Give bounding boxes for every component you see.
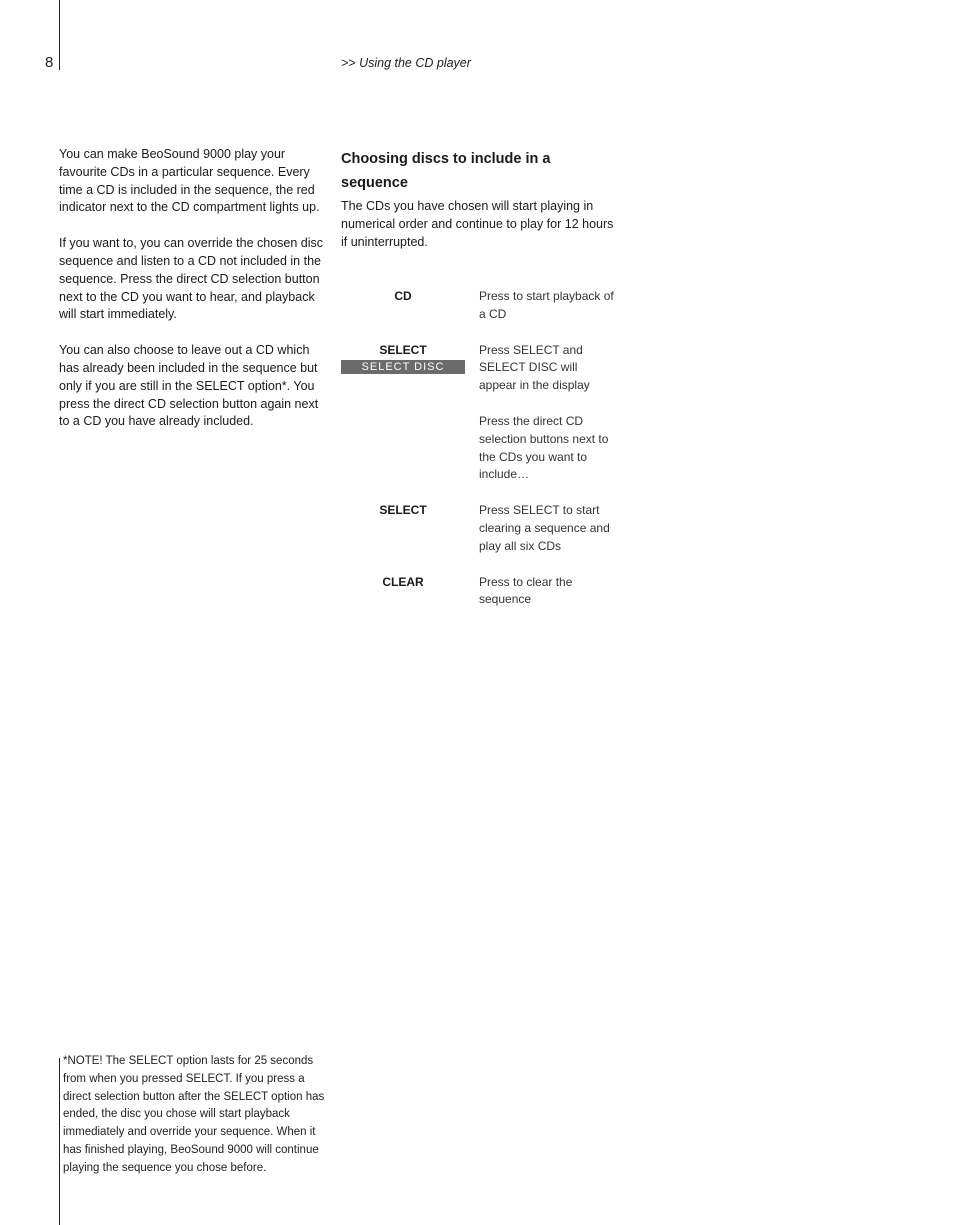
- step-description: Press to clear the sequence: [479, 574, 573, 607]
- step-row: [341, 502, 621, 555]
- section-heading: Choosing discs to include in a sequence: [341, 151, 551, 191]
- instruction-steps: [341, 288, 621, 627]
- step-row: [341, 342, 621, 395]
- display-readout: SELECT DISC: [341, 360, 465, 374]
- key-label: SELECT: [379, 342, 427, 357]
- key-label: CLEAR: [382, 574, 424, 589]
- step-description: Press SELECT and SELECT DISC will appear in the display: [479, 342, 590, 393]
- body-paragraph: You can also choose to leave out a CD which has already been included in the sequence but only if you are still in the SELECT option*. You press the direct CD selection button again next to a CD you have already included.: [59, 343, 319, 429]
- step-key: [341, 288, 465, 306]
- step-key: [341, 502, 465, 520]
- right-column: [341, 148, 616, 251]
- key-label: SELECT: [379, 503, 427, 518]
- left-column: [59, 146, 329, 449]
- note-margin-rule: [59, 1058, 60, 1225]
- step-row: [341, 413, 621, 484]
- top-margin-rule: [59, 0, 60, 70]
- section-intro: The CDs you have chosen will start playing in numerical order and continue to play for 12 hours if uninterrupted.: [341, 199, 614, 249]
- body-paragraph: If you want to, you can override the chosen disc sequence and listen to a CD not included in the sequence. Press the direct CD selection button next to the CD you want to hear, and playback will start immediately.: [59, 236, 324, 322]
- key-label: CD: [394, 289, 412, 303]
- step-key: [341, 342, 465, 375]
- footnote: *NOTE! The SELECT option lasts for 25 seconds from when you pressed SELECT. If you press a direct selection button after the SELECT option has ended, the disc you chose will start playback immediately and override your sequence. When it has finished playing, BeoSound 9000 will continue playing the sequence you chose before.: [63, 1055, 325, 1174]
- step-description: Press to start playback of a CD: [479, 289, 614, 321]
- step-description: Press the direct CD selection buttons next to the CDs you want to include…: [479, 413, 609, 482]
- step-row: [341, 288, 621, 324]
- body-paragraph: You can make BeoSound 9000 play your favourite CDs in a particular sequence. Every time a CD is included in the sequence, the red indicator next to the CD compartment lights up.: [59, 147, 320, 215]
- step-row: [341, 574, 621, 610]
- running-head: >> Using the CD player: [341, 56, 471, 70]
- step-description: Press SELECT to start clearing a sequence and play all six CDs: [479, 503, 610, 553]
- page-number: 8: [45, 54, 54, 71]
- step-key: [341, 574, 465, 592]
